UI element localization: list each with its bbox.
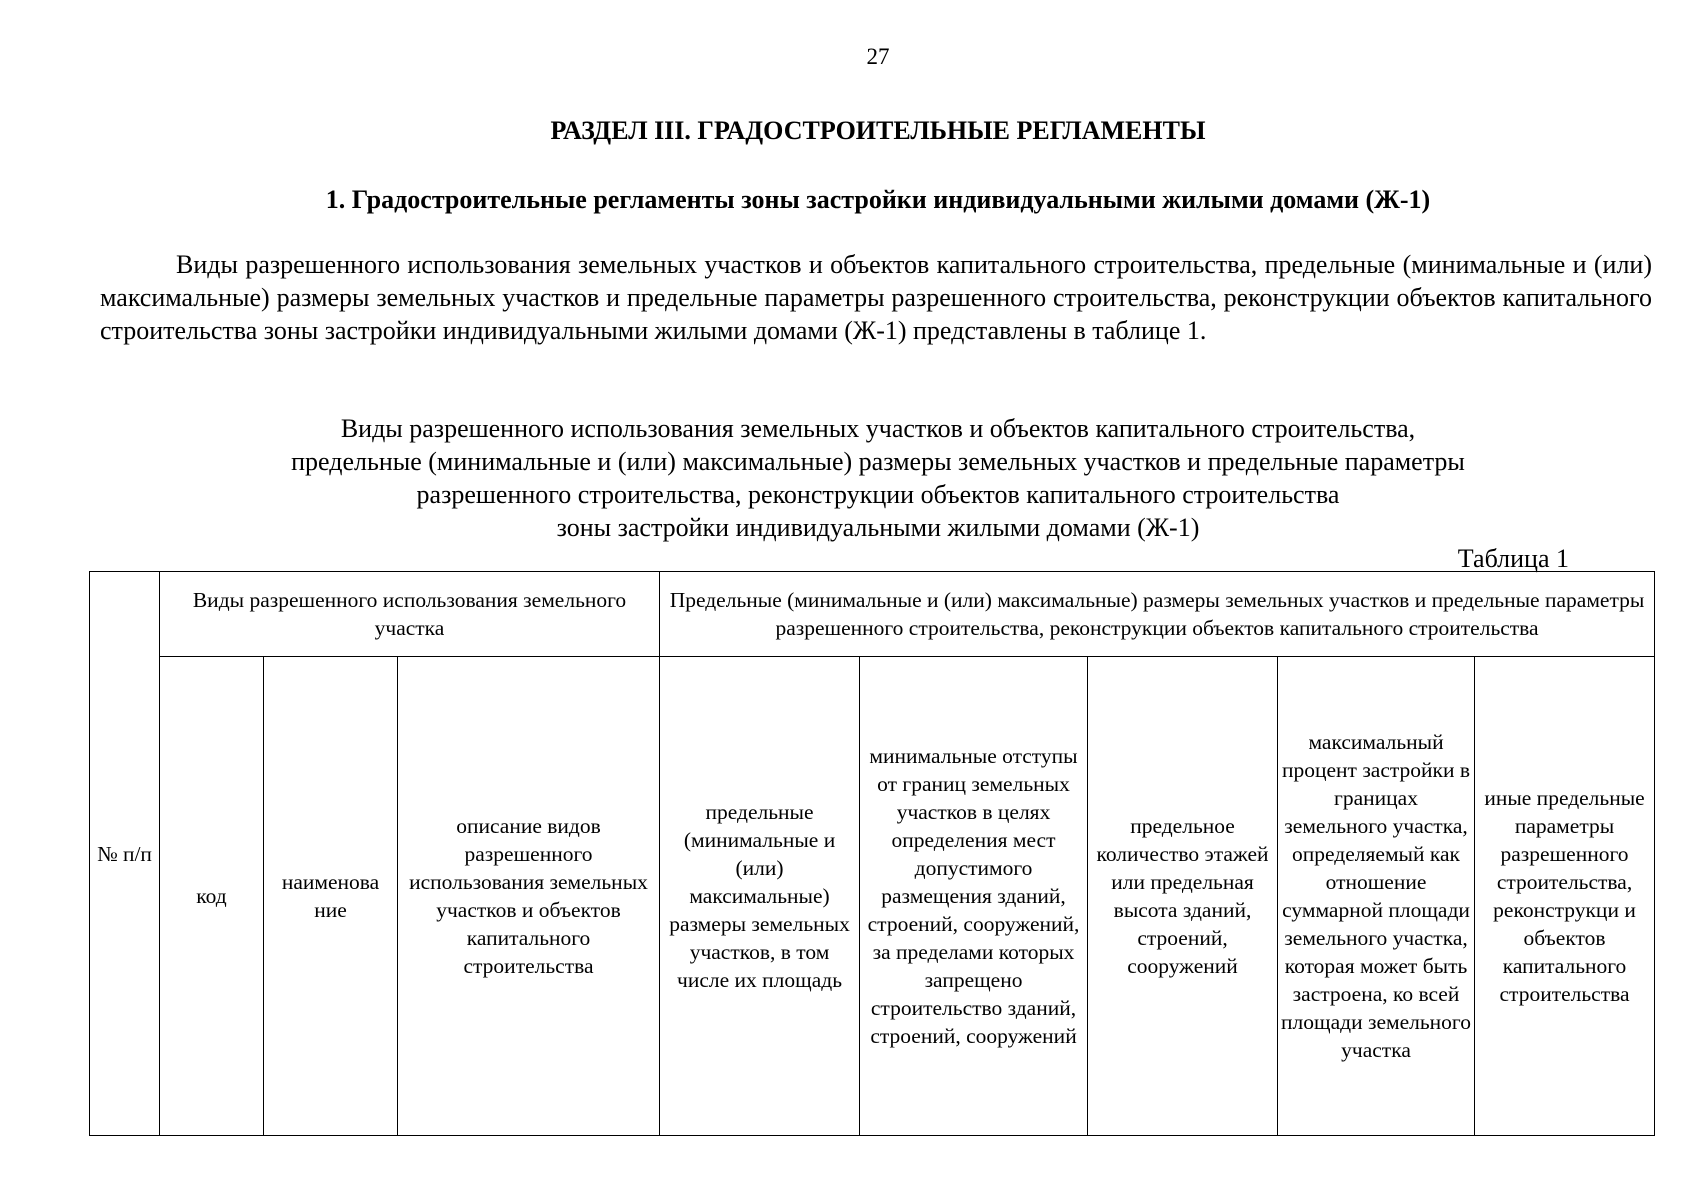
table-caption-line: разрешенного строительства, реконструкции объектов капитального строительства — [416, 480, 1340, 509]
table-header-row-columns — [90, 657, 1655, 1136]
table-caption-line: Виды разрешенного использования земельных участков и объектов капитального строительства, — [340, 414, 1416, 443]
page-number: 27 — [866, 44, 890, 69]
header-description: описание видов разрешенного использования земельных участков и объектов капитального строительства — [398, 657, 660, 1136]
header-code: код — [160, 657, 264, 1136]
subsection-title: 1. Градостроительные регламенты зоны застройки индивидуальными жилыми домами (Ж-1) — [325, 185, 1431, 214]
table-label: Таблица 1 — [1457, 544, 1569, 573]
regulations-table — [89, 571, 1655, 1136]
table-caption — [0, 412, 1697, 544]
header-group-limits: Предельные (минимальные и (или) максимальные) размеры земельных участков и предельные параметры разрешенного строительства, реконструкции объектов капитального строительства — [660, 572, 1655, 657]
table-header-row-groups — [90, 572, 1655, 657]
header-group-uses: Виды разрешенного использования земельного участка — [160, 572, 660, 657]
header-floors: предельное количество этажей или предельная высота зданий, строений, сооружений — [1088, 657, 1278, 1136]
header-other-params: иные предельные параметры разрешенного строительства, реконструкци и объектов капитального строительства — [1475, 657, 1655, 1136]
header-number: № п/п — [90, 572, 160, 1136]
section-title: РАЗДЕЛ III. ГРАДОСТРОИТЕЛЬНЫЕ РЕГЛАМЕНТЫ — [550, 116, 1206, 145]
table-caption-line: зоны застройки индивидуальными жилыми домами (Ж-1) — [556, 513, 1200, 542]
table-caption-line: предельные (минимальные и (или) максимальные) размеры земельных участков и предельные параметры — [291, 447, 1465, 476]
intro-paragraph: Виды разрешенного использования земельных участков и объектов капитального строительства, предельные (минимальные и (или) максимальные) размеры земельных участков и предельные параметры разрешенного строительства, реконструкции объектов капитального строительства зоны застройки индивидуальными жилыми домами (Ж-1) представлены в таблице 1. — [100, 250, 1652, 345]
header-coverage: максимальный процент застройки в границах земельного участка, определяемый как отношение суммарной площади земельного участка, которая может быть застроена, ко всей площади земельного участка — [1278, 657, 1475, 1136]
header-plot-size: предельные (минимальные и (или) максимальные) размеры земельных участков, в том числе их площадь — [660, 657, 860, 1136]
header-offsets: минимальные отступы от границ земельных участков в целях определения мест допустимого размещения зданий, строений, сооружений, за пределами которых запрещено строительство зданий, строений, сооружений — [860, 657, 1088, 1136]
header-name: наименова ние — [264, 657, 398, 1136]
